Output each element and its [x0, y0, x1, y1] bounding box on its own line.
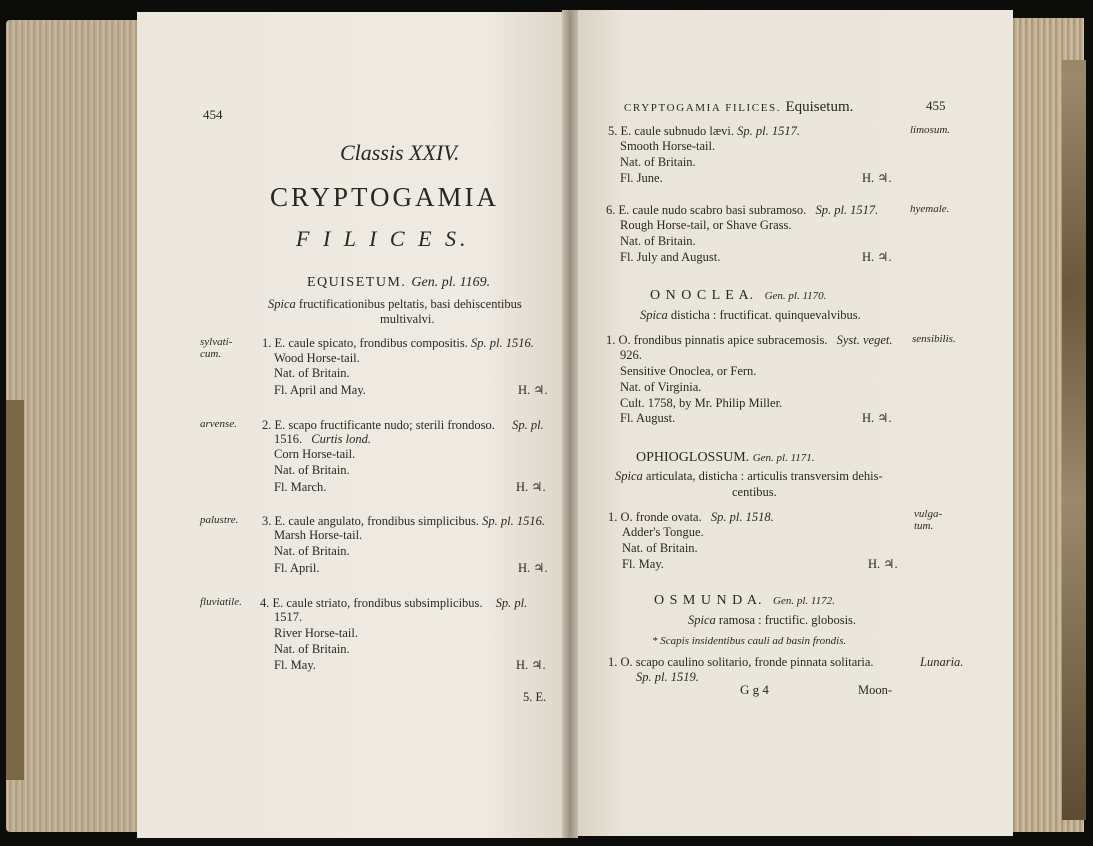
common-name: Sensitive Onoclea, or Fern.	[620, 364, 757, 378]
symbol: H. ♃.	[518, 561, 548, 575]
catchword-left: 5. E.	[523, 690, 547, 704]
genus-name: OPHIOGLOSSUM. Gen. pl. 1171.	[636, 450, 815, 465]
habitat: Nat. of Britain.	[274, 642, 350, 656]
symbol: H. ♃.	[862, 411, 892, 425]
common-name: Adder's Tongue.	[622, 525, 704, 539]
page-title: CRYPTOGAMIA	[270, 182, 500, 212]
margin-name: hyemale.	[910, 203, 950, 215]
section-note: * Scapis insidentibus cauli ad basin frondis.	[652, 635, 847, 647]
species-entry: 1. O. fronde ovata. Sp. pl. 1518.	[608, 510, 774, 524]
species-entry: 3. E. caule angulato, frondibus simplicibus. Sp. pl. 1516.	[262, 514, 545, 528]
flowering: Fl. June.	[620, 171, 663, 185]
cultivation: Cult. 1758, by Mr. Philip Miller.	[620, 396, 783, 410]
page-edges-left	[6, 20, 138, 832]
flowering: Fl. August.	[620, 411, 676, 425]
habitat: Nat. of Britain.	[274, 463, 350, 477]
genus-character-cont: multivalvi.	[380, 312, 435, 326]
flowering: Fl. July and August.	[620, 250, 721, 264]
symbol: H. ♃.	[518, 383, 548, 397]
margin-name: arvense.	[200, 418, 237, 430]
common-name: River Horse-tail.	[274, 626, 359, 640]
signature-mark: G g 4	[740, 682, 769, 697]
running-head: CRYPTOGAMIA FILICES. Equisetum.	[624, 99, 854, 115]
common-name: Wood Horse-tail.	[274, 351, 360, 365]
running-genus: Equisetum.	[785, 99, 854, 115]
common-name: Corn Horse-tail.	[274, 447, 356, 461]
habitat: Nat. of Virginia.	[620, 380, 702, 394]
genus-character: Spica disticha : fructificat. quinquevalvibus.	[640, 308, 861, 322]
page-number-right: 455	[926, 98, 946, 113]
common-name: Marsh Horse-tail.	[274, 528, 363, 542]
species-ref: Sp. pl. 1519.	[636, 670, 699, 684]
genus-name: O N O C L E A. Gen. pl. 1170.	[650, 288, 827, 303]
symbol: H. ♃.	[862, 250, 892, 264]
page-subtitle: F I L I C E S.	[296, 226, 470, 251]
species-entry-cont: 926.	[620, 348, 642, 362]
flowering: Fl. March.	[274, 480, 327, 494]
margin-name: fluviatile.	[200, 596, 242, 608]
habitat: Nat. of Britain.	[622, 541, 698, 555]
habitat: Nat. of Britain.	[274, 544, 350, 558]
cover-board-right	[1062, 60, 1086, 820]
margin-name: sylvati- cum.	[200, 336, 233, 360]
genus-character: Spica ramosa : fructific. globosis.	[688, 613, 857, 627]
symbol: H. ♃.	[516, 480, 546, 494]
genus-character: Spica articulata, disticha : articulis transversim dehis-	[615, 469, 883, 483]
common-name: Rough Horse-tail, or Shave Grass.	[620, 218, 792, 232]
symbol: H. ♃.	[868, 557, 898, 571]
species-entry: 6. E. caule nudo scabro basi subramoso. Sp. pl. 1517.	[606, 203, 879, 217]
flowering: Fl. April.	[274, 561, 320, 575]
species-entry: 4. E. caule striato, frondibus subsimplicibus. Sp. pl.	[260, 596, 528, 610]
habitat: Nat. of Britain.	[620, 234, 696, 248]
margin-name: palustre.	[200, 514, 239, 526]
genus-character-cont: centibus.	[732, 485, 777, 499]
catchword-right: Moon-	[858, 683, 893, 697]
species-entry: 1. E. caule spicato, frondibus compositis. Sp. pl. 1516.	[262, 336, 534, 350]
species-entry: 2. E. scapo fructificante nudo; sterili frondoso. Sp. pl.	[262, 418, 544, 432]
classis-heading: Classis XXIV.	[340, 140, 460, 165]
margin-name: Lunaria.	[920, 655, 964, 669]
margin-name: limosum.	[910, 124, 951, 136]
species-entry: 5. E. caule subnudo lævi. Sp. pl. 1517.	[608, 124, 801, 138]
habitat: Nat. of Britain.	[274, 366, 350, 380]
common-name: Smooth Horse-tail.	[620, 139, 716, 153]
genus-name: O S M U N D A. Gen. pl. 1172.	[654, 593, 835, 608]
genus-name: EQUISETUM. Gen. pl. 1169.	[307, 275, 491, 290]
species-entry: 1. O. scapo caulino solitario, fronde pinnata solitaria.	[608, 655, 874, 669]
cover-board-left	[6, 400, 24, 780]
margin-name: sensibilis.	[912, 333, 956, 345]
species-entry-cont: 1517.	[274, 610, 303, 624]
book-gutter	[562, 10, 578, 838]
symbol: H. ♃.	[862, 171, 892, 185]
flowering: Fl. May.	[622, 557, 664, 571]
flowering: Fl. May.	[274, 658, 316, 672]
species-entry: 1. O. frondibus pinnatis apice subracemosis. Syst. veget.	[606, 333, 893, 347]
genus-character: Spica fructificationibus peltatis, basi dehiscentibus	[268, 297, 522, 311]
genus-ref: Gen. pl. 1169.	[411, 275, 491, 290]
habitat: Nat. of Britain.	[620, 155, 696, 169]
margin-name: vulga- tum.	[914, 508, 943, 532]
page-number-left: 454	[203, 107, 223, 122]
species-entry-cont: 1516. Curtis lond.	[274, 432, 371, 446]
flowering: Fl. April and May.	[274, 383, 366, 397]
symbol: H. ♃.	[516, 658, 546, 672]
